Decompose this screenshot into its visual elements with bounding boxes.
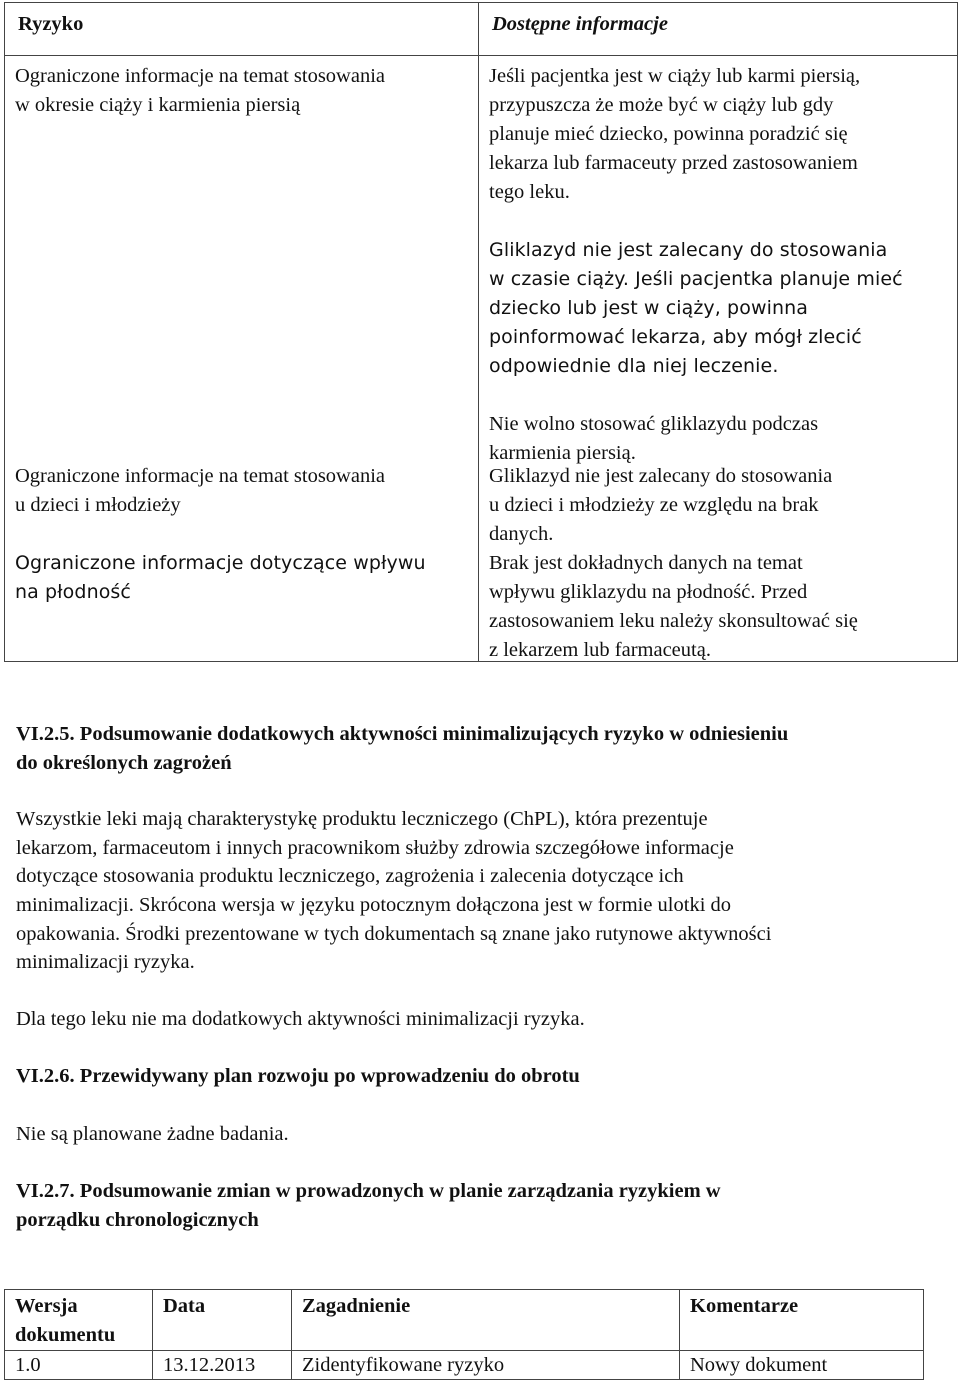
section-625-para1-line1: Wszystkie leki mają charakterystykę produktu leczniczego (ChPL), która prezentuje xyxy=(16,808,708,830)
risk-children-line1: Ograniczone informacje na temat stosowania xyxy=(15,465,385,487)
section-625-para1-line5: opakowania. Środki prezentowane w tych dokumentach są znane jako rutynowe aktywności xyxy=(16,923,772,945)
risk-fertility-line2: na płodność xyxy=(15,581,131,603)
risk-table-header-row xyxy=(5,3,958,56)
info-p3-line5: danych. xyxy=(489,523,554,545)
col-header-comments: Komentarze xyxy=(680,1290,924,1351)
cell-date: 13.12.2013 xyxy=(153,1350,292,1380)
section-625-para1-line3: dotyczące stosowania produktu leczniczego, zagrożenia i zalecenia dotyczące ich xyxy=(16,865,684,887)
version-table-header-row xyxy=(5,1290,924,1351)
info-p2-line4: poinformować lekarza, aby mógł zlecić xyxy=(489,326,862,348)
info-text-cell xyxy=(479,56,958,662)
col-header-topic: Zagadnienie xyxy=(292,1290,680,1351)
info-p3-line9: z lekarzem lub farmaceutą. xyxy=(489,639,711,661)
section-625-para1-line4: minimalizacji. Skrócona wersja w języku potocznym dołączona jest w formie ulotki do xyxy=(16,894,732,916)
info-p1-line2: przypuszcza że może być w ciąży lub gdy xyxy=(489,94,834,116)
section-627-title-line2: porządku chronologicznych xyxy=(16,1209,259,1231)
info-p1-line5: tego leku. xyxy=(489,181,570,203)
info-p1-line1: Jeśli pacjentka jest w ciąży lub karmi piersią, xyxy=(489,65,861,87)
risk-table xyxy=(4,2,958,662)
risk-list-cell xyxy=(5,56,479,662)
section-627-title: VI.2.7. Podsumowanie zmian w prowadzonych w planie zarządzania ryzykiem w xyxy=(16,1180,721,1202)
section-625-para1-line2: lekarzom, farmaceutom i innych pracownikom służby zdrowia szczegółowe informacje xyxy=(16,837,734,859)
cell-topic: Zidentyfikowane ryzyko xyxy=(292,1350,680,1380)
info-header-cell xyxy=(479,3,958,56)
info-p2-line5: odpowiednie dla niej leczenie. xyxy=(489,355,779,377)
info-p3-line8: zastosowaniem leku należy skonsultować się xyxy=(489,610,858,632)
version-table xyxy=(4,1289,924,1380)
info-p1-line3: planuje mieć dziecko, powinna poradzić się xyxy=(489,123,848,145)
info-p3-line7: wpływu gliklazydu na płodność. Przed xyxy=(489,581,808,603)
risk-header: Ryzyko xyxy=(18,13,84,35)
section-625-title: VI.2.5. Podsumowanie dodatkowych aktywności minimalizujących ryzyko w odniesieniu xyxy=(16,723,789,745)
info-p3-line3: Gliklazyd nie jest zalecany do stosowania xyxy=(489,465,833,487)
risk-table-body-row xyxy=(5,56,958,662)
section-626-title: VI.2.6. Przewidywany plan rozwoju po wprowadzeniu do obrotu xyxy=(16,1065,580,1087)
col-header-version: Wersja dokumentu xyxy=(5,1290,153,1351)
info-p2-line3: dziecko lub jest w ciąży, powinna xyxy=(489,297,808,319)
info-p3-line2: karmienia piersią. xyxy=(489,442,636,464)
section-626-text: Nie są planowane żadne badania. xyxy=(16,1123,289,1145)
info-p1-line4: lekarza lub farmaceuty przed zastosowaniem xyxy=(489,152,858,174)
section-625-para2: Dla tego leku nie ma dodatkowych aktywności minimalizacji ryzyka. xyxy=(16,1008,585,1030)
info-p3-line1: Nie wolno stosować gliklazydu podczas xyxy=(489,413,819,435)
info-p3-line4: u dzieci i młodzieży ze względu na brak xyxy=(489,494,819,516)
table-row xyxy=(5,1350,924,1380)
cell-comment: Nowy dokument xyxy=(680,1350,924,1380)
risk-header-cell xyxy=(5,3,479,56)
col-header-date: Data xyxy=(153,1290,292,1351)
section-625-title-line2: do określonych zagrożeń xyxy=(16,752,232,774)
risk-children-line2: u dzieci i młodzieży xyxy=(15,494,181,516)
cell-version: 1.0 xyxy=(5,1350,153,1380)
info-header: Dostępne informacje xyxy=(492,13,668,35)
section-625-para1-line6: minimalizacji ryzyka. xyxy=(16,951,195,973)
info-p2-line2: w czasie ciąży. Jeśli pacjentka planuje mieć xyxy=(489,268,903,290)
risk-pregnancy-line2: w okresie ciąży i karmienia piersią xyxy=(15,94,301,116)
risk-fertility-line1: Ograniczone informacje dotyczące wpływu xyxy=(15,552,426,574)
risk-pregnancy-line1: Ograniczone informacje na temat stosowania xyxy=(15,65,385,87)
info-p3-line6: Brak jest dokładnych danych na temat xyxy=(489,552,803,574)
info-p2-line1: Gliklazyd nie jest zalecany do stosowania xyxy=(489,239,888,261)
